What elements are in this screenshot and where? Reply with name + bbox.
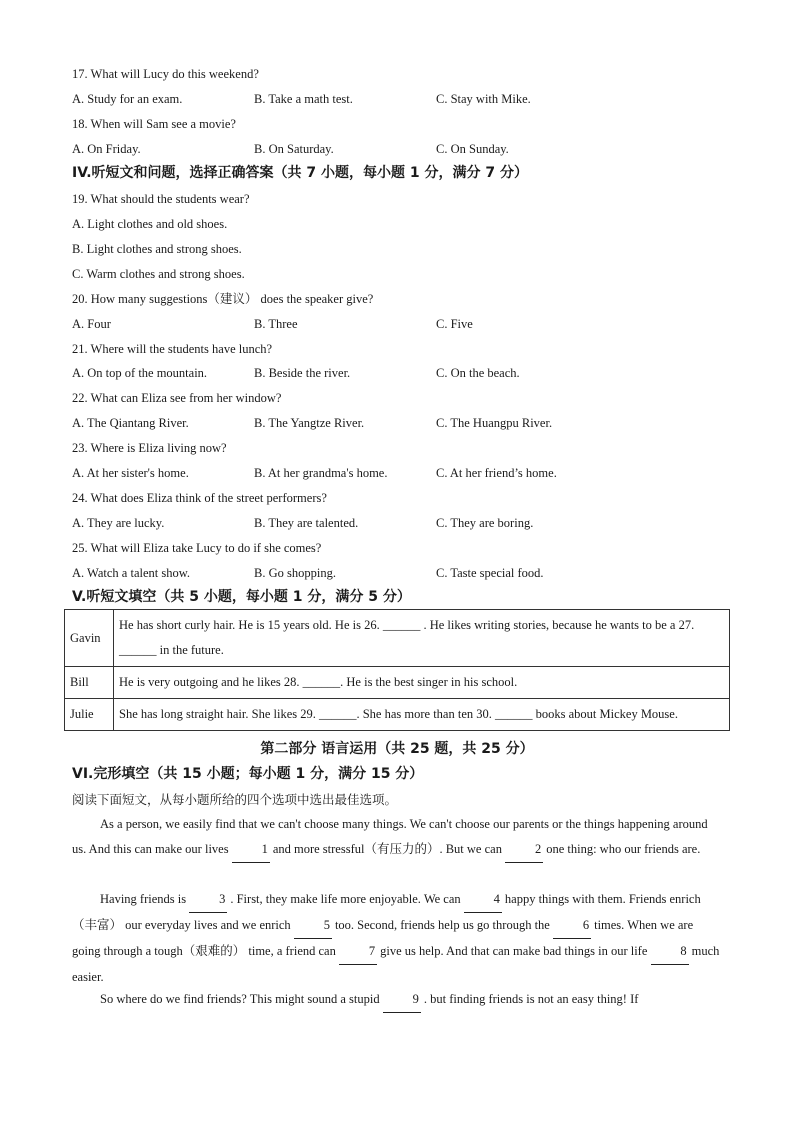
table-cell-name: Bill xyxy=(65,667,114,699)
options-21 xyxy=(72,365,752,381)
table-cell-text: He has short curly hair. He is 15 years old. He is 26. ______ . He likes writing stories, because he wants to be a 27. ______ in the future. xyxy=(114,610,730,667)
blank-8: 8 xyxy=(651,939,689,965)
section-5-heading: V.听短文填空（共 5 小题，每小题 1 分，满分 5 分） xyxy=(72,589,411,605)
options-25 xyxy=(72,565,752,581)
question-17: 17. What will Lucy do this weekend? xyxy=(72,67,259,81)
options-22 xyxy=(72,415,752,431)
paragraph-text: and more stressful（有压力的）. But we can xyxy=(272,842,502,856)
blank-4: 4 xyxy=(464,887,502,913)
option-18-a: A. On Friday. xyxy=(72,142,141,156)
paragraph-text: Having friends is xyxy=(100,892,187,906)
option-19-a: A. Light clothes and old shoes. xyxy=(72,217,228,231)
blank-7: 7 xyxy=(339,939,377,965)
option-24-b: B. They are talented. xyxy=(254,516,359,530)
table-row xyxy=(65,699,730,731)
question-18: 18. When will Sam see a movie? xyxy=(72,117,236,131)
section-6-instruction: 阅读下面短文，从每小题所给的四个选项中选出最佳选项。 xyxy=(72,792,398,807)
paragraph-text: too. Second, friends help us go through the xyxy=(334,918,550,932)
section-4-heading: IV.听短文和问题，选择正确答案（共 7 小题，每小题 1 分，满分 7 分） xyxy=(72,165,529,181)
part-2-heading: 第二部分 语言运用（共 25 题，共 25 分） xyxy=(260,741,534,757)
blank-9: 9 xyxy=(383,987,421,1013)
table-cell-text: She has long straight hair. She likes 29. ______. She has more than ten 30. ______ books about Mickey Mouse. xyxy=(114,699,730,731)
option-23-a: A. At her sister's home. xyxy=(72,466,189,480)
question-19: 19. What should the students wear? xyxy=(72,192,250,206)
blank-1: 1 xyxy=(232,837,270,863)
option-22-c: C. The Huangpu River. xyxy=(436,416,553,430)
cloze-paragraph-2 xyxy=(72,887,722,990)
cloze-paragraph-3 xyxy=(72,987,722,1013)
table-cell-text: He is very outgoing and he likes 28. ______. He is the best singer in his school. xyxy=(114,667,730,699)
option-25-a: A. Watch a talent show. xyxy=(72,566,191,580)
options-24 xyxy=(72,515,752,531)
paragraph-text: As a person, we easily find that we can't choose many things. We can't choose our parents or the things happening around us. And this can make our lives xyxy=(72,817,708,856)
option-21-a: A. On top of the mountain. xyxy=(72,366,208,380)
option-18-c: C. On Sunday. xyxy=(436,142,509,156)
cloze-paragraph-1 xyxy=(72,812,722,863)
paragraph-text: one thing: who our friends are. xyxy=(546,842,701,856)
table-cell-name: Gavin xyxy=(65,610,114,667)
table-cell-name: Julie xyxy=(65,699,114,731)
blank-3: 3 xyxy=(189,887,227,913)
option-20-c: C. Five xyxy=(436,317,473,331)
option-22-b: B. The Yangtze River. xyxy=(254,416,365,430)
option-17-c: C. Stay with Mike. xyxy=(436,92,531,106)
paragraph-text: give us help. And that can make bad things in our life xyxy=(380,944,648,958)
options-20 xyxy=(72,316,752,332)
option-21-c: C. On the beach. xyxy=(436,366,520,380)
paragraph-text: times. When we are going through a tough（艰难的） time, a friend can xyxy=(72,918,694,958)
question-22: 22. What can Eliza see from her window? xyxy=(72,391,282,405)
paragraph-text: . but finding friends is not an easy thing! If xyxy=(423,992,639,1006)
option-23-c: C. At her friend’s home. xyxy=(436,466,557,480)
option-25-b: B. Go shopping. xyxy=(254,566,336,580)
options-17 xyxy=(72,91,752,107)
options-23 xyxy=(72,465,752,481)
question-21: 21. Where will the students have lunch? xyxy=(72,342,273,356)
option-17-b: B. Take a math test. xyxy=(254,92,353,106)
option-17-a: A. Study for an exam. xyxy=(72,92,183,106)
question-25: 25. What will Eliza take Lucy to do if she comes? xyxy=(72,541,322,555)
blank-2: 2 xyxy=(505,837,543,863)
option-19-b: B. Light clothes and strong shoes. xyxy=(72,242,242,256)
question-24: 24. What does Eliza think of the street performers? xyxy=(72,491,327,505)
option-20-b: B. Three xyxy=(254,317,298,331)
blank-6: 6 xyxy=(553,913,591,939)
option-24-a: A. They are lucky. xyxy=(72,516,165,530)
question-23: 23. Where is Eliza living now? xyxy=(72,441,227,455)
option-22-a: A. The Qiantang River. xyxy=(72,416,189,430)
question-20: 20. How many suggestions（建议） does the speaker give? xyxy=(72,292,374,306)
blank-5: 5 xyxy=(294,913,332,939)
paragraph-text: . First, they make life more enjoyable. We can xyxy=(230,892,461,906)
paragraph-text: So where do we find friends? This might sound a stupid xyxy=(100,992,380,1006)
paragraph-text: much easier. xyxy=(72,944,720,984)
paragraph-text: happy things with them. Friends enrich（丰富） our everyday lives and we enrich xyxy=(72,892,701,932)
table-row xyxy=(65,610,730,667)
table-row xyxy=(65,667,730,699)
option-19-c: C. Warm clothes and strong shoes. xyxy=(72,267,245,281)
listening-fill-table xyxy=(64,609,730,731)
option-23-b: B. At her grandma's home. xyxy=(254,466,388,480)
option-25-c: C. Taste special food. xyxy=(436,566,544,580)
option-18-b: B. On Saturday. xyxy=(254,142,334,156)
option-24-c: C. They are boring. xyxy=(436,516,534,530)
section-6-heading: VI.完形填空（共 15 小题；每小题 1 分，满分 15 分） xyxy=(72,766,424,782)
options-18 xyxy=(72,141,752,157)
option-20-a: A. Four xyxy=(72,317,111,331)
option-21-b: B. Beside the river. xyxy=(254,366,351,380)
